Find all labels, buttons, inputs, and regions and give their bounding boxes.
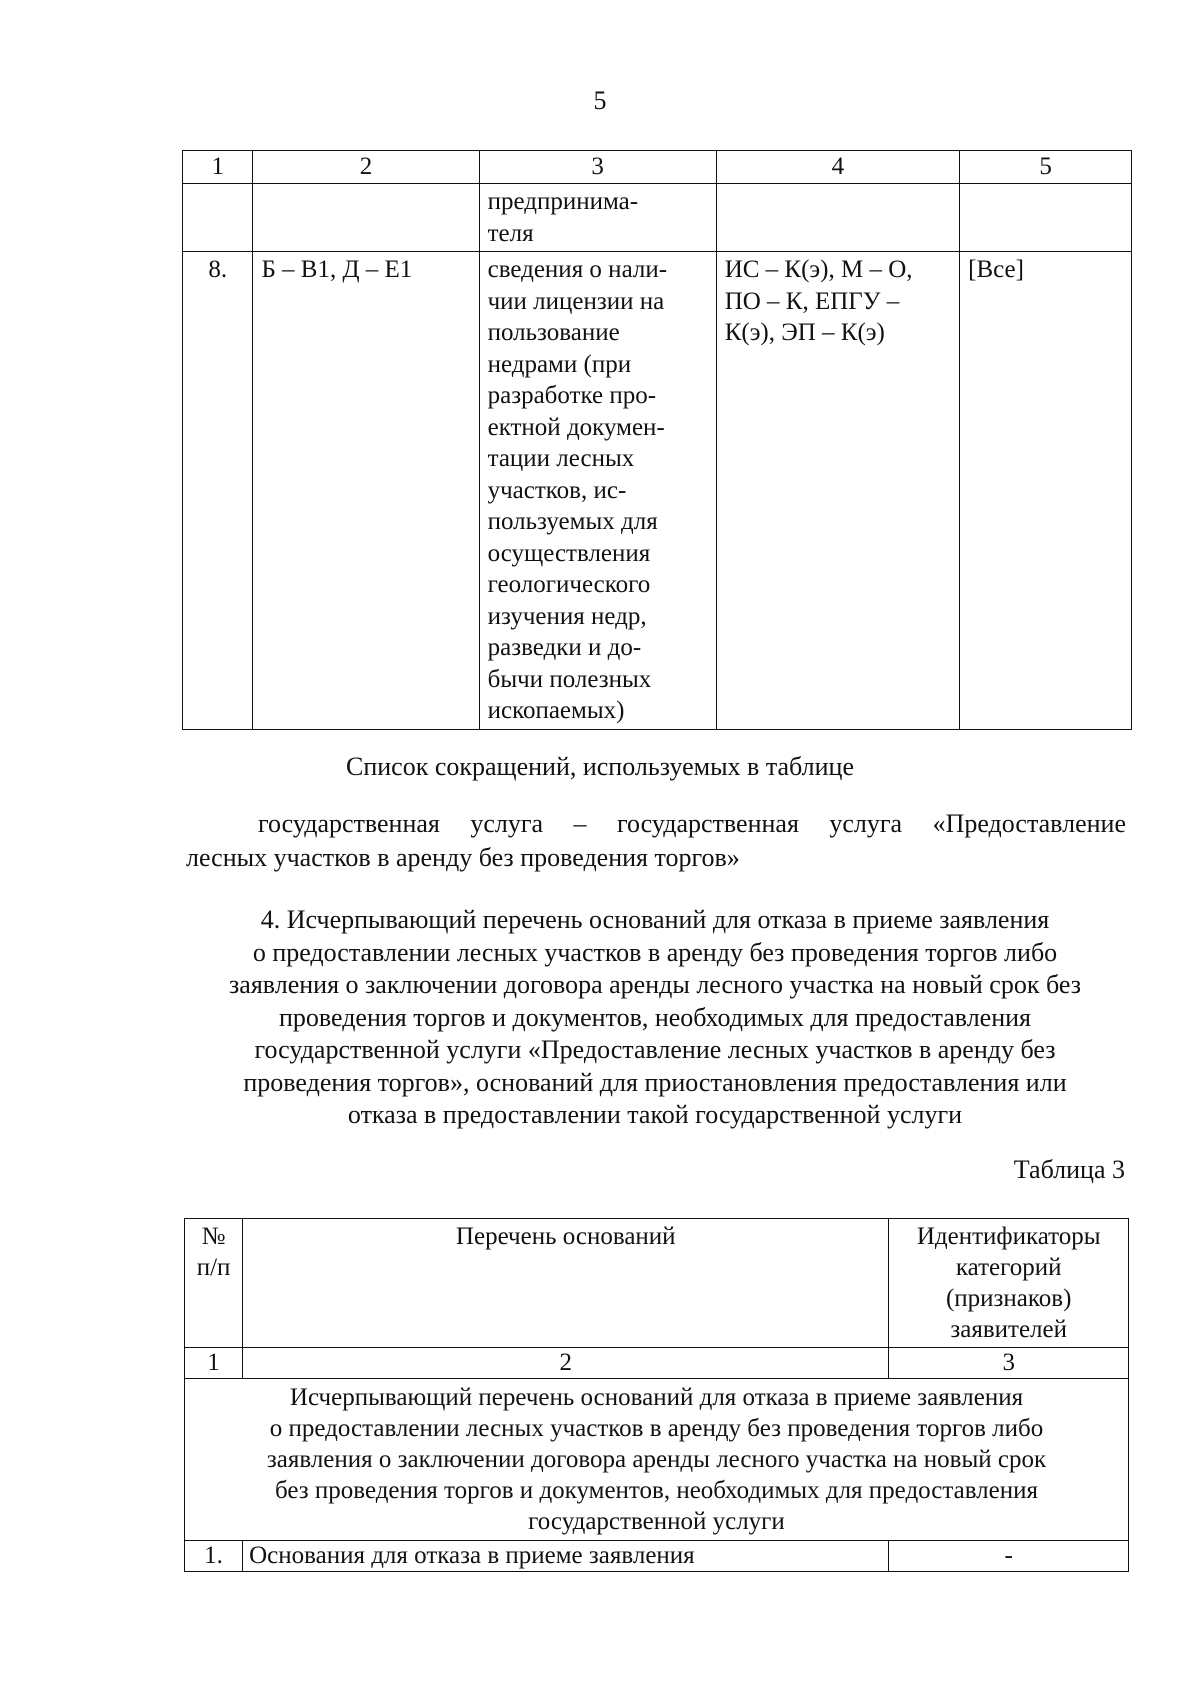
abbreviation-definition-line: лесных участков в аренду без проведения торгов» — [186, 843, 740, 872]
refusal-grounds-table — [184, 1218, 1129, 1572]
applicants-cell — [960, 184, 1132, 252]
section-heading: 4. Исчерпывающий перечень оснований для отказа в приеме заявления о предоставлении лесных участков в аренду без проведения торгов либо заявления о заключении договора аренды лесного участка на новый срок без проведения торгов и документов, необходимых для предоставления государственной услуги «Предоставление лесных участков в аренду без проведения торгов», оснований для приостановления предоставления или отказа в предоставлении такой государственной услуги — [229, 905, 1081, 1129]
column-header: Перечень оснований — [243, 1219, 889, 1348]
category-cell — [253, 184, 479, 252]
column-number: 2 — [243, 1348, 889, 1379]
category-cell: Б – В1, Д – Е1 — [253, 252, 479, 730]
column-number: 3 — [479, 151, 716, 184]
table-row — [185, 1541, 1129, 1572]
sources-cell: ИС – К(э), М – О, ПО – К, ЕПГУ – К(э), ЭП – К(э) — [716, 252, 959, 730]
section-row — [185, 1379, 1129, 1541]
info-cell: предпринима- теля — [479, 184, 716, 252]
table-row — [183, 184, 1132, 252]
column-number: 2 — [253, 151, 479, 184]
info-cell: сведения о нали- чии лицензии на пользование недрами (при разработке про- ектной докумен- тации лесных участков, ис- пользуемых для осуществления геологического изучения недр, разведки и до- бычи полезных ископаемых) — [479, 252, 716, 730]
column-number: 1 — [185, 1348, 243, 1379]
column-header: Идентификаторы категорий (признаков) заявителей — [889, 1219, 1129, 1348]
column-number-row — [185, 1348, 1129, 1379]
ids-cell: - — [889, 1541, 1129, 1572]
documents-table-continuation — [182, 150, 1132, 730]
table-caption: Таблица 3 — [1013, 1155, 1125, 1184]
row-number — [183, 184, 253, 252]
abbreviations-title: Список сокращений, используемых в таблице — [346, 752, 854, 781]
page-number: 5 — [593, 86, 607, 115]
row-number: 1. — [185, 1541, 243, 1572]
applicants-cell: [Все] — [960, 252, 1132, 730]
column-number: 3 — [889, 1348, 1129, 1379]
sources-cell — [716, 184, 959, 252]
table-row — [183, 252, 1132, 730]
section-row-text: Исчерпывающий перечень оснований для отказа в приеме заявления о предоставлении лесных участков в аренду без проведения торгов либо заявления о заключении договора аренды лесного участка на новый срок без проведения торгов и документов, необходимых для предоставления государственной услуги — [185, 1379, 1129, 1541]
abbreviation-definition-line: государственная услуга – государственная услуга «Предоставление — [258, 809, 1126, 838]
reason-cell: Основания для отказа в приеме заявления — [243, 1541, 889, 1572]
table-header-row — [183, 151, 1132, 184]
column-number: 1 — [183, 151, 253, 184]
column-number: 5 — [960, 151, 1132, 184]
table-header-row — [185, 1219, 1129, 1348]
row-number: 8. — [183, 252, 253, 730]
column-number: 4 — [716, 151, 959, 184]
column-header: № п/п — [185, 1219, 243, 1348]
